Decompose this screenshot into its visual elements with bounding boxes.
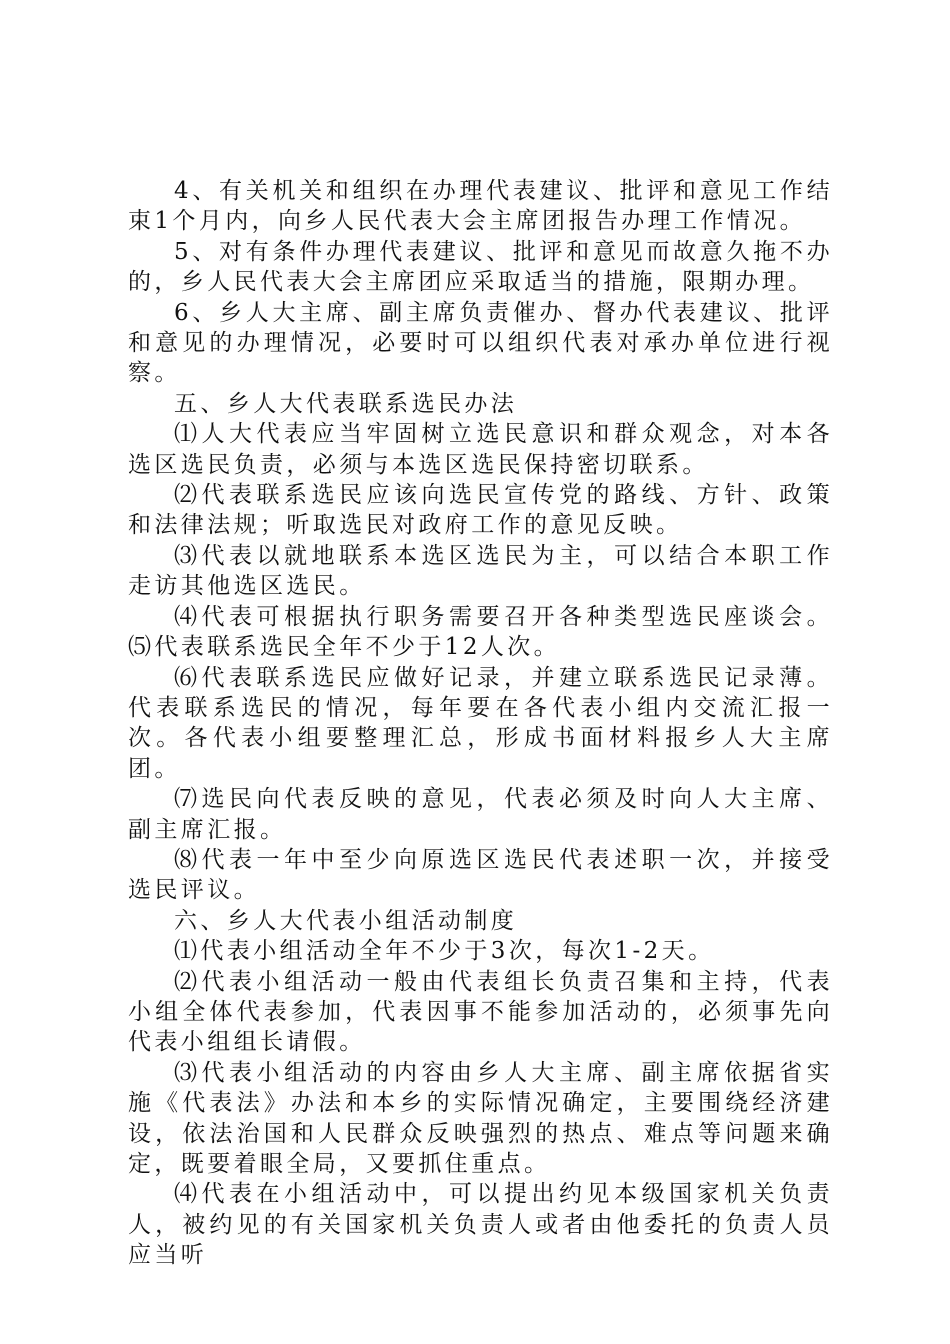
section-heading-6: 六、乡人大代表小组活动制度 xyxy=(174,907,518,934)
section-heading-5: 五、乡人大代表联系选民办法 xyxy=(174,390,518,417)
paragraph-contact-7: ⑺选民向代表反映的意见，代表必须及时向人大主席、副主席汇报。 xyxy=(128,786,833,843)
document-body xyxy=(128,176,833,1271)
paragraph-contact-4-5: ⑷代表可根据执行职务需要召开各种类型选民座谈会。⑸代表联系选民全年不少于12人次。 xyxy=(128,603,833,661)
paragraph-group-4: ⑷代表在小组活动中，可以提出约见本级国家机关负责人，被约见的有关国家机关负责人或者由他委托的负责人员应当听 xyxy=(128,1181,833,1269)
paragraph-item-6: 6、乡人大主席、副主席负责催办、督办代表建议、批评和意见的办理情况，必要时可以组织代表对承办单位进行视察。 xyxy=(128,299,833,387)
paragraph-group-2: ⑵代表小组活动一般由代表组长负责召集和主持，代表小组全体代表参加，代表因事不能参加活动的，必须事先向代表小组组长请假。 xyxy=(128,968,833,1056)
paragraph-group-1: ⑴代表小组活动全年不少于3次，每次1-2天。 xyxy=(174,938,715,965)
paragraph-item-4: 4、有关机关和组织在办理代表建议、批评和意见工作结束1个月内，向乡人民代表大会主席团报告办理工作情况。 xyxy=(128,178,833,235)
paragraph-item-5: 5、对有条件办理代表建议、批评和意见而故意久拖不办的，乡人民代表大会主席团应采取适当的措施，限期办理。 xyxy=(128,238,833,296)
paragraph-contact-2: ⑵代表联系选民应该向选民宣传党的路线、方针、政策和法律法规；听取选民对政府工作的意见反映。 xyxy=(128,482,833,539)
paragraph-contact-6: ⑹代表联系选民应做好记录，并建立联系选民记录薄。代表联系选民的情况，每年要在各代表小组内交流汇报一次。各代表小组要整理汇总，形成书面材料报乡人大主席团。 xyxy=(128,664,833,782)
paragraph-contact-8: ⑻代表一年中至少向原选区选民代表述职一次，并接受选民评议。 xyxy=(128,846,833,904)
paragraph-group-3: ⑶代表小组活动的内容由乡人大主席、副主席依据省实施《代表法》办法和本乡的实际情况确定，主要围绕经济建设，依法治国和人民群众反映强烈的热点、难点等问题来确定，既要着眼全局，又要抓住重点。 xyxy=(128,1059,833,1177)
paragraph-contact-3: ⑶代表以就地联系本选区选民为主，可以结合本职工作走访其他选区选民。 xyxy=(128,542,833,600)
paragraph-contact-1: ⑴人大代表应当牢固树立选民意识和群众观念，对本各选区选民负责，必须与本选区选民保持密切联系。 xyxy=(128,421,833,478)
